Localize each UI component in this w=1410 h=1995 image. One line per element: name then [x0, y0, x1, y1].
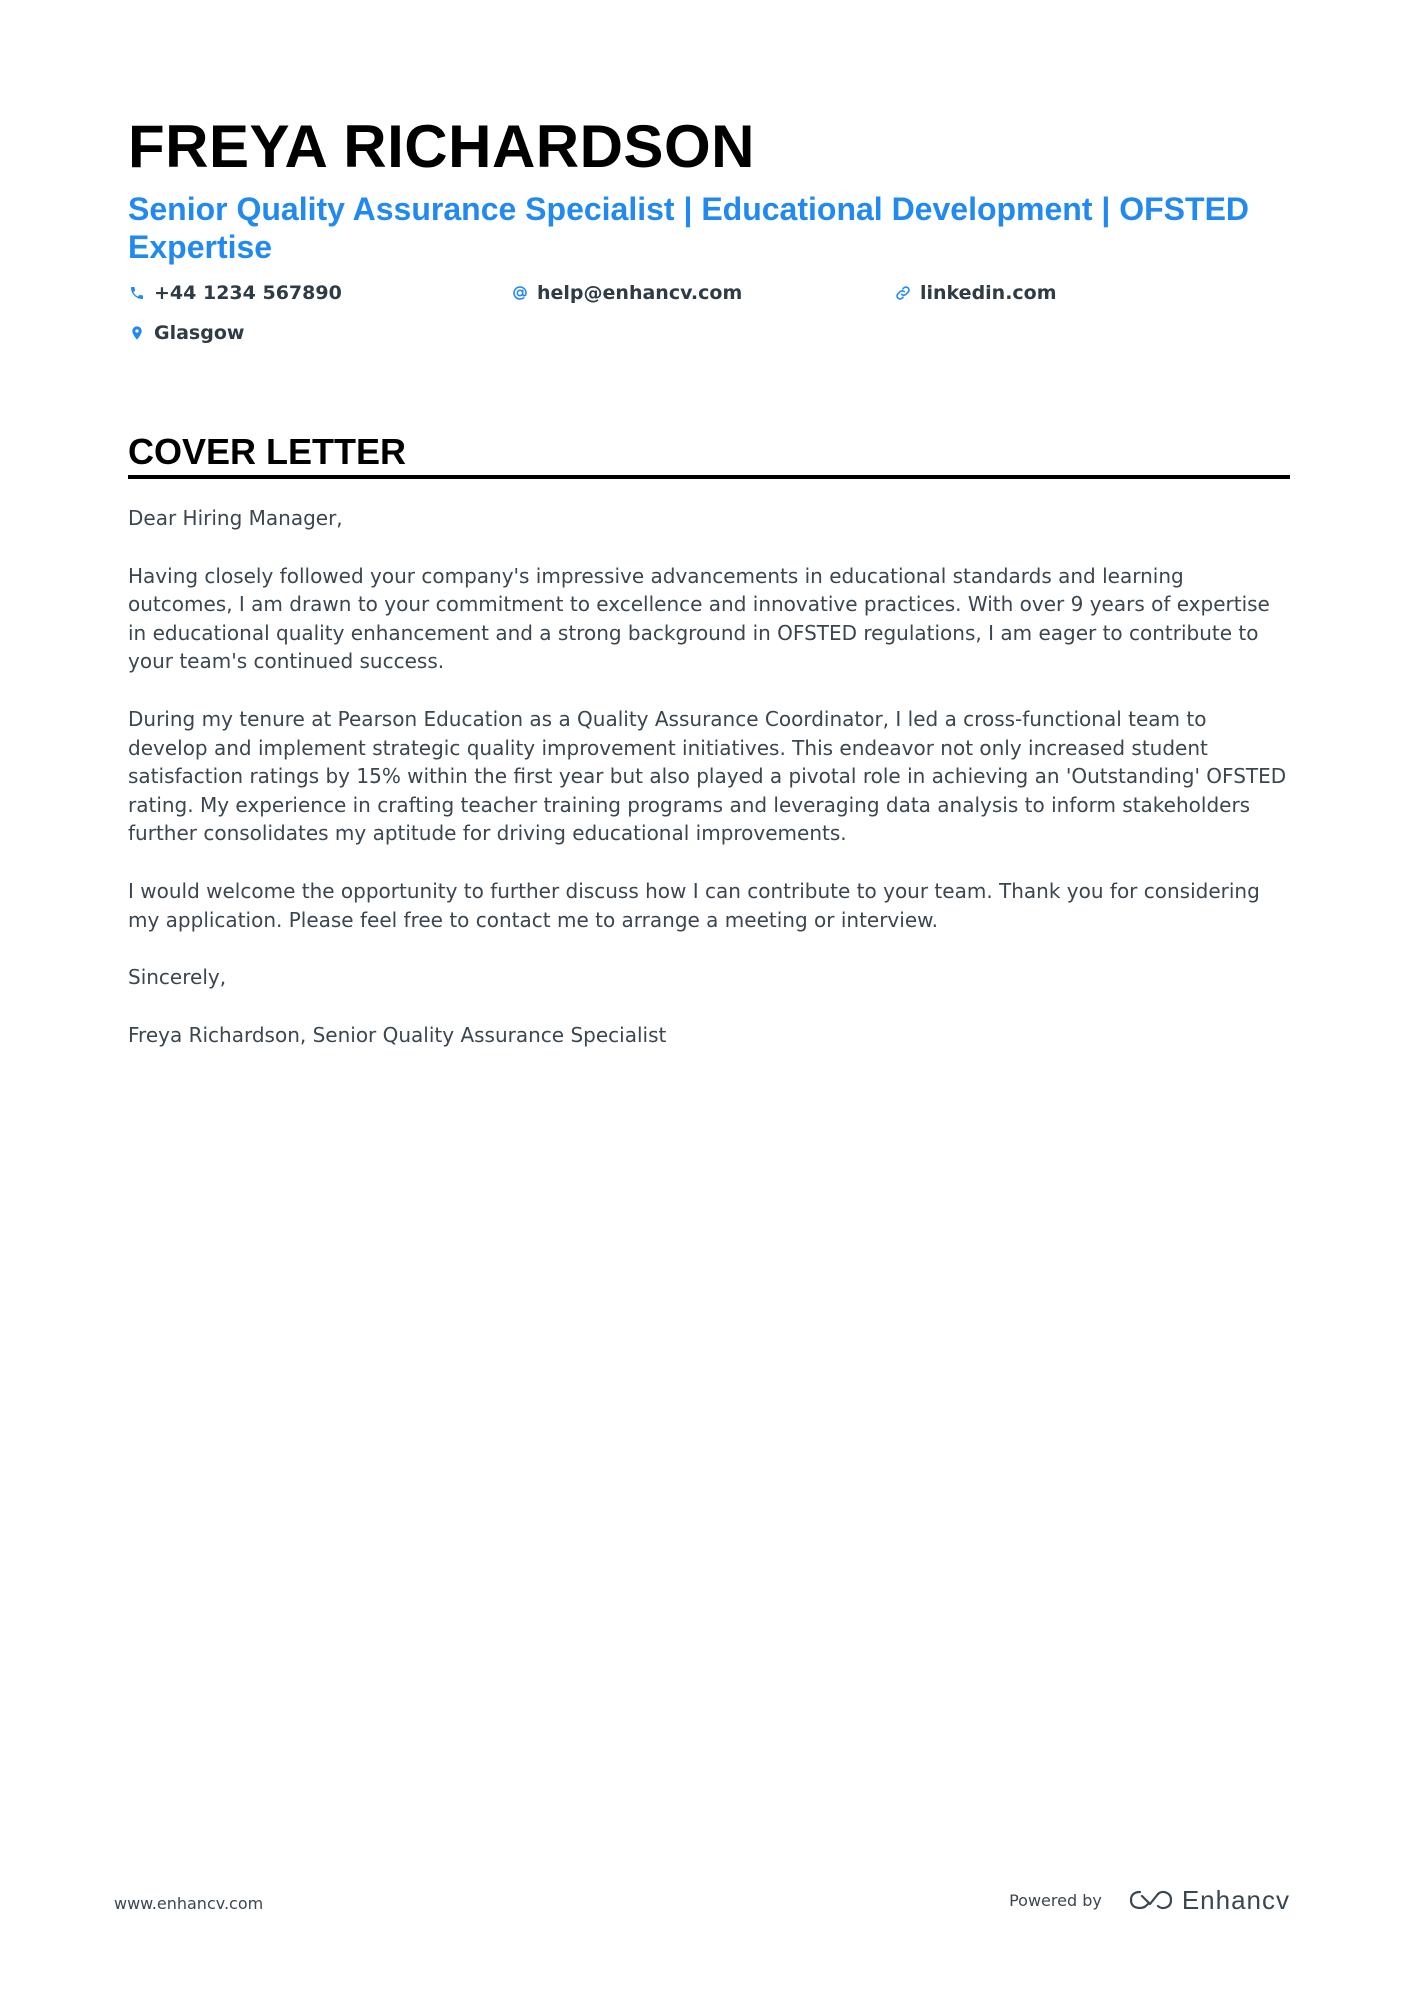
at-icon: [511, 284, 529, 302]
contact-location: [128, 318, 244, 348]
contact-info: [128, 278, 1290, 358]
phone-value: +44 1234 567890: [154, 282, 342, 304]
contact-link[interactable]: [894, 278, 1057, 308]
enhancv-logo-icon: [1128, 1887, 1174, 1913]
link-value: linkedin.com: [920, 282, 1057, 304]
contact-phone[interactable]: [128, 278, 342, 308]
letter-closing: Sincerely,: [128, 965, 227, 990]
location-value: Glasgow: [154, 322, 245, 344]
letter-body: [128, 504, 1290, 1078]
letter-greeting: Dear Hiring Manager,: [128, 506, 343, 530]
letter-paragraph: Having closely followed your company's impressive advancements in educational standards and learning outcomes, I am drawn to your commitment to excellence and innovative practices. With over 9 years of expertise in educational quality enhancement and a strong background in OFSTED regulations, I am eager to contribute to your team's continued success.: [128, 563, 1270, 674]
letter-signature: Freya Richardson, Senior Quality Assurance Specialist: [128, 1022, 667, 1047]
footer-website[interactable]: www.enhancv.com: [114, 1894, 264, 1913]
letter-paragraph: During my tenure at Pearson Education as a Quality Assurance Coordinator, I led a cross-functional team to develop and implement strategic quality improvement initiatives. This endeavor not only increased student satisfaction ratings by 15% within the first year but also played a pivotal role in achieving an 'Outstanding' OFSTED rating. My experience in crafting teacher training programs and leveraging data analysis to inform stakeholders further consolidates my aptitude for driving educational improvements.: [128, 706, 1287, 846]
powered-by-label: Powered by: [1009, 1890, 1102, 1910]
brand-name: Enhancv: [1181, 1884, 1290, 1915]
email-value: help@enhancv.com: [537, 282, 743, 304]
footer-branding[interactable]: [1009, 1878, 1290, 1922]
candidate-headline: Senior Quality Assurance Specialist | Educational Development | OFSTED Expertise: [128, 191, 1250, 265]
location-pin-icon: [128, 324, 146, 342]
section-divider: [128, 475, 1290, 479]
phone-icon: [128, 284, 146, 302]
candidate-name: FREYA RICHARDSON: [128, 113, 755, 180]
contact-email[interactable]: [511, 278, 742, 308]
link-icon: [894, 284, 912, 302]
letter-paragraph: I would welcome the opportunity to further discuss how I can contribute to your team. Thank you for considering my application. Please feel free to contact me to arrange a meeting or interview.: [128, 878, 1260, 932]
section-title: COVER LETTER: [128, 431, 407, 472]
